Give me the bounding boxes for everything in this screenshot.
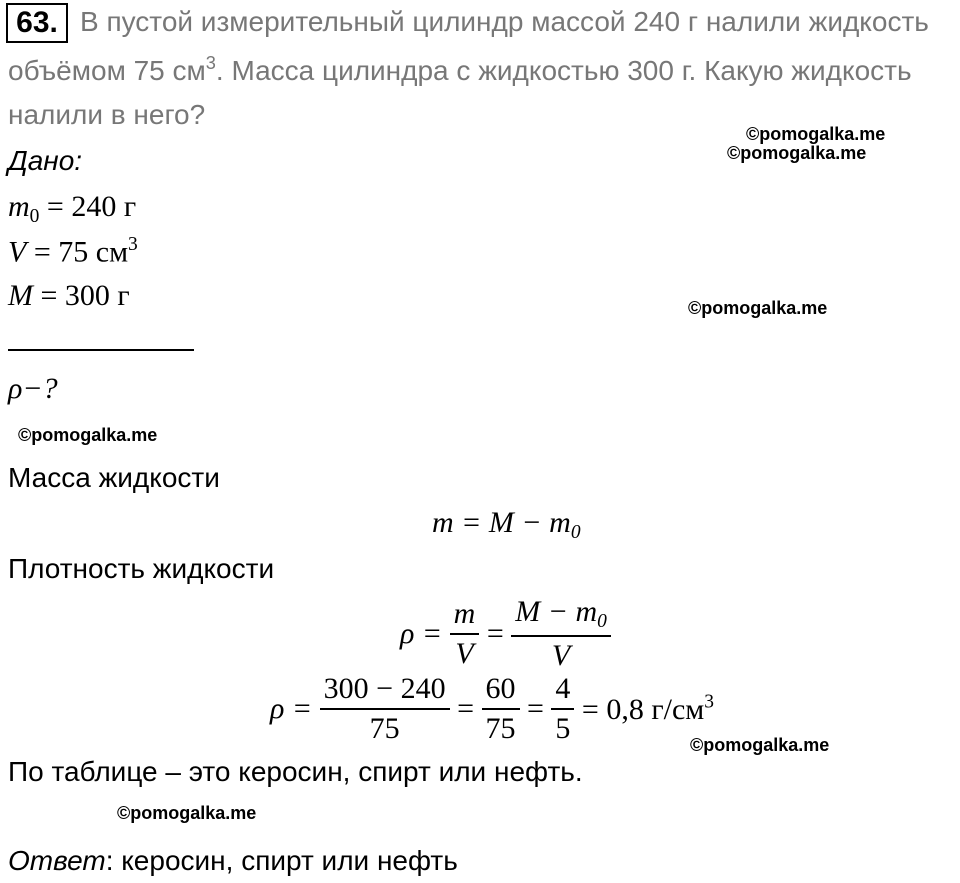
watermark: ©pomogalka.me: [688, 298, 828, 318]
watermark: ©pomogalka.me: [727, 143, 867, 163]
watermark: ©pomogalka.me: [690, 735, 830, 755]
given-heading: Дано:: [8, 145, 83, 176]
density-calculation: ρ = $\frac{300 - 240}{75}$ = $\frac{60}{75}$ = $\frac{4}{5}$ = 0,8 $г/см^3$: [270, 672, 715, 745]
problem-number: 63.: [6, 3, 68, 43]
fraction-300-minus-240-over-75: $\frac{300 - 240}{75}$: [320, 672, 450, 746]
given-divider: [8, 349, 194, 351]
problem-text-line-2: объёмом 75 $см^3$. Масса цилиндра с жидкостью 300 г. Какую жидкость: [8, 53, 912, 86]
answer: Ответ: керосин, спирт или нефть: [8, 845, 458, 876]
watermark: ©pomogalka.me: [746, 124, 886, 144]
mass-formula: $m = M - m_0$: [432, 506, 581, 543]
find-rho: ρ−?: [8, 372, 58, 405]
table-note: По таблице – это керосин, спирт или нефть.: [8, 756, 583, 787]
given-total-mass: M = 300 г: [8, 279, 130, 312]
fraction-4-over-5: $\frac{4}{5}$: [551, 672, 574, 746]
fraction-m-over-v: $\frac{m}{V}$: [450, 597, 480, 671]
density-formula: ρ = $\frac{m}{V}$ = $\frac{M - m_0}{V}$: [400, 595, 611, 673]
watermark: ©pomogalka.me: [18, 425, 158, 445]
problem-text-line-1: В пустой измерительный цилиндр массой 240 г налили жидкость: [80, 6, 929, 37]
problem-text-line-3: налили в него?: [8, 99, 206, 130]
given-m0: $m_0 = 240$ г: [8, 190, 137, 227]
fraction-mass-diff-over-v: $\frac{M - m_0}{V}$: [511, 595, 611, 673]
density-label: Плотность жидкости: [8, 553, 275, 584]
watermark: ©pomogalka.me: [117, 803, 257, 823]
mass-label: Масса жидкости: [8, 462, 220, 493]
fraction-60-over-75: $\frac{60}{75}$: [482, 672, 520, 746]
given-volume: V = 75 $см^3$: [8, 234, 138, 269]
